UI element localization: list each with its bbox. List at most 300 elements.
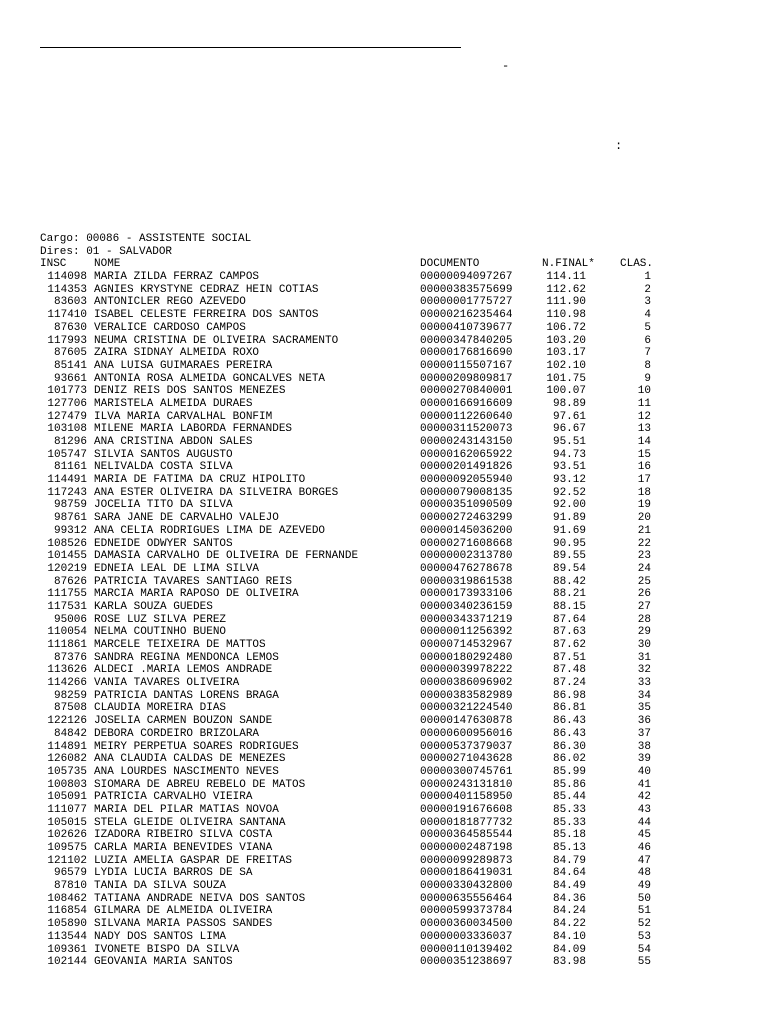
- rank-cell: 54: [637, 943, 651, 956]
- name-cell: ALDECI .MARIA LEMOS ANDRADE: [94, 664, 273, 677]
- insc-cell: 113544: [47, 930, 87, 943]
- table-row: [40, 486, 651, 500]
- name-cell: MEIRY PERPETUA SOARES RODRIGUES: [94, 740, 299, 753]
- document-cell: 00000079008135: [420, 486, 513, 499]
- final-score-cell: 111.90: [546, 296, 586, 309]
- insc-cell: 95006: [53, 613, 87, 626]
- document-cell: 00000001775727: [420, 296, 513, 309]
- document-cell: 00000401158950: [420, 791, 513, 804]
- rank-cell: 18: [637, 486, 651, 499]
- insc-cell: 111861: [47, 639, 87, 651]
- table-row: [40, 537, 651, 551]
- name-cell: ANA CRISTINA ABDON SALES: [94, 436, 253, 448]
- final-score-cell: 112.62: [546, 283, 586, 296]
- insc-cell: 105747: [47, 448, 87, 461]
- rank-cell: 6: [644, 334, 651, 347]
- final-score-cell: 84.09: [552, 943, 586, 956]
- document-cell: 00000039978222: [420, 664, 513, 677]
- document-cell: 00000003336037: [420, 930, 513, 943]
- rank-cell: 3: [644, 296, 651, 309]
- final-score-cell: 86.02: [552, 753, 586, 766]
- document-cell: 00000351090509: [420, 499, 513, 512]
- rank-cell: 42: [637, 791, 651, 804]
- document-cell: 00000115507167: [420, 359, 513, 372]
- insc-cell: 120219: [47, 562, 87, 575]
- document-cell: 00000476278678: [420, 562, 513, 575]
- document-cell: 00000176816690: [420, 347, 513, 360]
- document-cell: 00000201491826: [420, 461, 513, 474]
- name-cell: EDNEIA LEAL DE LIMA SILVA: [94, 562, 260, 575]
- table-row: [40, 765, 651, 779]
- final-score-cell: 98.89: [552, 397, 586, 410]
- document-cell: 00000330432800: [420, 880, 513, 893]
- document-cell: 00000173933106: [420, 588, 513, 601]
- name-cell: ANA ESTER OLIVEIRA DA SILVEIRA BORGES: [94, 486, 339, 499]
- name-cell: NELMA COUTINHO BUENO: [94, 626, 227, 639]
- final-score-cell: 96.67: [552, 423, 586, 436]
- document-cell: 00000145036200: [420, 524, 513, 537]
- final-score-cell: 85.86: [552, 778, 586, 791]
- insc-cell: 83603: [53, 296, 87, 309]
- insc-cell: 108462: [47, 892, 87, 905]
- rank-cell: 44: [637, 816, 651, 829]
- name-cell: PATRICIA TAVARES SANTIAGO REIS: [94, 575, 293, 588]
- final-score-cell: 86.98: [552, 689, 586, 702]
- header-rule: [40, 47, 461, 48]
- results-listing: [40, 233, 654, 969]
- final-score-cell: 106.72: [546, 321, 586, 334]
- final-score-cell: 88.42: [552, 575, 586, 588]
- final-score-cell: 85.44: [552, 791, 586, 804]
- document-cell: 00000162065922: [420, 448, 513, 461]
- name-cell: KARLA SOUZA GUEDES: [94, 600, 213, 613]
- table-row: [40, 727, 651, 741]
- table-row: [40, 905, 651, 918]
- table-row: [40, 385, 651, 398]
- rank-cell: 27: [637, 600, 651, 613]
- name-cell: ISABEL CELESTE FERREIRA DOS SANTOS: [94, 309, 319, 322]
- name-cell: STELA GLEIDE OLIVEIRA SANTANA: [94, 816, 286, 829]
- document-cell: 00000099289873: [420, 854, 513, 867]
- rank-cell: 22: [637, 537, 651, 550]
- final-score-cell: 103.20: [546, 334, 586, 347]
- document-cell: 00000386096902: [420, 677, 513, 690]
- insc-cell: 110054: [47, 626, 87, 639]
- insc-cell: 114891: [47, 740, 87, 753]
- final-score-cell: 95.51: [552, 436, 586, 448]
- table-row: [40, 461, 651, 474]
- insc-cell: 127706: [47, 397, 87, 410]
- insc-cell: 81161: [53, 461, 87, 474]
- document-cell: 00000635556464: [420, 892, 513, 905]
- insc-cell: 102144: [47, 956, 87, 969]
- final-score-cell: 90.95: [552, 537, 586, 550]
- table-row: [40, 321, 651, 335]
- column-header-row: [40, 258, 654, 271]
- table-row: [40, 550, 651, 563]
- insc-cell: 117410: [47, 309, 87, 322]
- document-cell: 00000271043628: [420, 753, 513, 766]
- document-cell: 00000270840001: [420, 385, 513, 398]
- insc-cell: 87626: [53, 575, 87, 588]
- rank-cell: 15: [637, 448, 651, 461]
- dash-mark: -: [502, 59, 510, 73]
- final-score-cell: 94.73: [552, 448, 586, 461]
- cargo-line: Cargo: 00086 - ASSISTENTE SOCIAL: [40, 233, 252, 245]
- final-score-cell: 86.30: [552, 740, 586, 753]
- insc-cell: 114266: [47, 677, 87, 690]
- rank-cell: 36: [637, 715, 651, 728]
- name-cell: VERALICE CARDOSO CAMPOS: [94, 321, 246, 334]
- final-score-cell: 87.64: [552, 613, 586, 626]
- final-score-cell: 93.51: [552, 461, 586, 474]
- name-cell: LYDIA LUCIA BARROS DE SA: [94, 867, 253, 880]
- rank-cell: 52: [637, 918, 651, 931]
- name-cell: IZADORA RIBEIRO SILVA COSTA: [94, 829, 273, 842]
- name-cell: ANA CELIA RODRIGUES LIMA DE AZEVEDO: [94, 524, 326, 537]
- name-cell: TATIANA ANDRADE NEIVA DOS SANTOS: [94, 892, 306, 905]
- colon-mark: :: [615, 139, 623, 153]
- table-row: [40, 930, 651, 944]
- document-cell: 00000112260640: [420, 410, 513, 423]
- column-header-nota: N.FINAL*: [542, 258, 595, 271]
- rank-cell: 4: [644, 309, 651, 322]
- document-cell: 00000347840205: [420, 334, 513, 347]
- document-cell: 00000147630878: [420, 715, 513, 728]
- rank-cell: 34: [637, 689, 651, 702]
- rank-cell: 9: [644, 372, 651, 385]
- document-cell: 00000181877732: [420, 816, 513, 829]
- name-cell: MARCELE TEIXEIRA DE MATTOS: [94, 639, 266, 651]
- final-score-cell: 91.89: [552, 512, 586, 525]
- rank-cell: 14: [637, 436, 651, 448]
- insc-cell: 114491: [47, 474, 87, 487]
- insc-cell: 84842: [53, 727, 87, 740]
- document-cell: 00000599373784: [420, 905, 513, 918]
- name-cell: ANA CLAUDIA CALDAS DE MENEZES: [94, 753, 286, 766]
- rank-cell: 37: [637, 727, 651, 740]
- insc-cell: 117531: [47, 600, 87, 613]
- insc-cell: 127479: [47, 410, 87, 423]
- insc-cell: 101455: [47, 550, 87, 563]
- name-cell: EDNEIDE ODWYER SANTOS: [94, 537, 233, 550]
- document-cell: 00000092055940: [420, 474, 513, 487]
- table-row: [40, 842, 651, 855]
- document-cell: 00000216235464: [420, 309, 513, 322]
- document-cell: 00000110139402: [420, 943, 513, 956]
- rank-cell: 46: [637, 842, 651, 854]
- final-score-cell: 85.13: [552, 842, 586, 854]
- document-cell: 00000311520073: [420, 423, 513, 436]
- rank-cell: 48: [637, 867, 651, 880]
- name-cell: CARLA MARIA BENEVIDES VIANA: [94, 842, 273, 854]
- insc-cell: 122126: [47, 715, 87, 728]
- insc-cell: 81296: [53, 436, 87, 448]
- table-row: [40, 397, 651, 411]
- final-score-cell: 86.43: [552, 715, 586, 728]
- document-cell: 00000002313780: [420, 550, 513, 563]
- table-row: [40, 359, 651, 373]
- final-score-cell: 87.63: [552, 626, 586, 639]
- name-cell: DAMASIA CARVALHO DE OLIVEIRA DE FERNANDE: [94, 550, 359, 563]
- insc-cell: 87376: [53, 651, 87, 664]
- name-cell: MARCIA MARIA RAPOSO DE OLIVEIRA: [94, 588, 299, 601]
- final-score-cell: 85.18: [552, 829, 586, 842]
- document-cell: 00000209809817: [420, 372, 513, 385]
- final-score-cell: 101.75: [546, 372, 586, 385]
- insc-cell: 87810: [53, 880, 87, 893]
- name-cell: SARA JANE DE CARVALHO VALEJO: [94, 512, 279, 525]
- final-score-cell: 97.61: [552, 410, 586, 423]
- name-cell: SANDRA REGINA MENDONCA LEMOS: [94, 651, 279, 664]
- document-cell: 00000011256392: [420, 626, 513, 639]
- final-score-cell: 89.55: [552, 550, 586, 563]
- table-row: [40, 867, 651, 880]
- column-header-insc: INSC: [40, 258, 67, 271]
- rank-cell: 28: [637, 613, 651, 626]
- table-row: [40, 956, 651, 969]
- name-cell: MARIA ZILDA FERRAZ CAMPOS: [94, 271, 260, 284]
- table-row: [40, 271, 651, 284]
- name-cell: ANA LUISA GUIMARAES PEREIRA: [94, 359, 273, 372]
- table-row: [40, 410, 651, 424]
- document-cell: 00000243131810: [420, 778, 513, 791]
- insc-cell: 105091: [47, 791, 87, 804]
- table-row: [40, 347, 651, 360]
- final-score-cell: 92.00: [552, 499, 586, 512]
- table-row: [40, 943, 651, 957]
- final-score-cell: 84.64: [552, 867, 586, 880]
- final-score-cell: 91.69: [552, 524, 586, 537]
- name-cell: TANIA DA SILVA SOUZA: [94, 880, 227, 893]
- name-cell: ANA LOURDES NASCIMENTO NEVES: [94, 765, 279, 778]
- final-score-cell: 87.51: [552, 651, 586, 664]
- rank-cell: 40: [637, 765, 651, 778]
- name-cell: ANTONIA ROSA ALMEIDA GONCALVES NETA: [94, 372, 326, 385]
- document-cell: 00000714532967: [420, 639, 513, 651]
- final-score-cell: 100.07: [546, 385, 586, 398]
- insc-cell: 111755: [47, 588, 87, 601]
- rank-cell: 2: [644, 283, 651, 296]
- rank-cell: 5: [644, 321, 651, 334]
- name-cell: NEUMA CRISTINA DE OLIVEIRA SACRAMENTO: [94, 334, 339, 347]
- insc-cell: 108526: [47, 537, 87, 550]
- rank-cell: 16: [637, 461, 651, 474]
- document-cell: 00000271608668: [420, 537, 513, 550]
- name-cell: DENIZ REIS DOS SANTOS MENEZES: [94, 385, 286, 398]
- table-row: [40, 372, 651, 386]
- final-score-cell: 84.79: [552, 854, 586, 867]
- insc-cell: 102626: [47, 829, 87, 842]
- table-row: [40, 562, 651, 576]
- document-cell: 00000319861538: [420, 575, 513, 588]
- name-cell: JOSELIA CARMEN BOUZON SANDE: [94, 715, 273, 728]
- document-cell: 00000180292480: [420, 651, 513, 664]
- table-row: [40, 448, 651, 462]
- final-score-cell: 83.98: [552, 956, 586, 969]
- document-cell: 00000383575699: [420, 283, 513, 296]
- rank-cell: 55: [637, 956, 651, 969]
- table-row: [40, 283, 651, 297]
- column-header-nome: NOME: [94, 258, 121, 271]
- document-cell: 00000351238697: [420, 956, 513, 969]
- table-row: [40, 600, 651, 614]
- document-cell: 00000191676608: [420, 803, 513, 816]
- final-score-cell: 93.12: [552, 474, 586, 487]
- name-cell: ROSE LUZ SILVA PEREZ: [94, 613, 227, 626]
- document-cell: 00000166916609: [420, 397, 513, 410]
- table-row: [40, 499, 651, 512]
- name-cell: VANIA TAVARES OLIVEIRA: [94, 677, 240, 690]
- name-cell: DEBORA CORDEIRO BRIZOLARA: [94, 727, 260, 740]
- document-cell: 00000186419031: [420, 867, 513, 880]
- table-row: [40, 588, 651, 601]
- rank-cell: 8: [644, 359, 651, 372]
- final-score-cell: 102.10: [546, 359, 586, 372]
- final-score-cell: 86.81: [552, 702, 586, 715]
- table-row: [40, 715, 651, 728]
- name-cell: GILMARA DE ALMEIDA OLIVEIRA: [94, 905, 273, 918]
- final-score-cell: 86.43: [552, 727, 586, 740]
- name-cell: IVONETE BISPO DA SILVA: [94, 943, 240, 956]
- table-row: [40, 880, 651, 893]
- rank-cell: 45: [637, 829, 651, 842]
- table-row: [40, 524, 651, 538]
- name-cell: MARIA DEL PILAR MATIAS NOVOA: [94, 803, 279, 816]
- table-row: [40, 639, 651, 652]
- insc-cell: 105735: [47, 765, 87, 778]
- table-row: [40, 753, 651, 766]
- rank-cell: 13: [637, 423, 651, 436]
- final-score-cell: 89.54: [552, 562, 586, 575]
- final-score-cell: 103.17: [546, 347, 586, 360]
- rank-cell: 33: [637, 677, 651, 690]
- name-cell: SILVANA MARIA PASSOS SANDES: [94, 918, 273, 931]
- name-cell: SIOMARA DE ABREU REBELO DE MATOS: [94, 778, 306, 791]
- table-row: [40, 651, 651, 665]
- table-row: [40, 702, 651, 715]
- table-row: [40, 677, 651, 690]
- rank-cell: 35: [637, 702, 651, 715]
- rank-cell: 30: [637, 639, 651, 651]
- document-cell: 00000243143150: [420, 436, 513, 448]
- document-cell: 00000094097267: [420, 271, 513, 284]
- candidate-rows: [40, 271, 651, 969]
- rank-cell: 19: [637, 499, 651, 512]
- final-score-cell: 110.98: [546, 309, 586, 322]
- final-score-cell: 114.11: [546, 271, 586, 284]
- rank-cell: 1: [644, 271, 651, 284]
- insc-cell: 105015: [47, 816, 87, 829]
- table-row: [40, 778, 651, 792]
- dires-line: Dires: 01 - SALVADOR: [40, 245, 173, 258]
- name-cell: SILVIA SANTOS AUGUSTO: [94, 448, 233, 461]
- rank-cell: 29: [637, 626, 651, 639]
- insc-cell: 100803: [47, 778, 87, 791]
- rank-cell: 17: [637, 474, 651, 487]
- document-cell: 00000272463299: [420, 512, 513, 525]
- rank-cell: 43: [637, 803, 651, 816]
- rank-cell: 10: [637, 385, 651, 398]
- name-cell: ANTONICLER REGO AZEVEDO: [94, 296, 246, 309]
- document-cell: 00000300745761: [420, 765, 513, 778]
- table-row: [40, 575, 651, 589]
- name-cell: GEOVANIA MARIA SANTOS: [94, 956, 233, 969]
- insc-cell: 113626: [47, 664, 87, 677]
- name-cell: PATRICIA CARVALHO VIEIRA: [94, 791, 253, 804]
- name-cell: NELIVALDA COSTA SILVA: [94, 461, 233, 474]
- insc-cell: 117993: [47, 334, 87, 347]
- name-cell: LUZIA AMELIA GASPAR DE FREITAS: [94, 854, 293, 867]
- rank-cell: 26: [637, 588, 651, 601]
- final-score-cell: 87.48: [552, 664, 586, 677]
- table-row: [40, 918, 651, 931]
- table-row: [40, 740, 651, 754]
- document-cell: 00000383582989: [420, 689, 513, 702]
- rank-cell: 31: [637, 651, 651, 664]
- name-cell: PATRICIA DANTAS LORENS BRAGA: [94, 689, 279, 702]
- table-row: [40, 803, 651, 817]
- rank-cell: 21: [637, 524, 651, 537]
- name-cell: AGNIES KRYSTYNE CEDRAZ HEIN COTIAS: [94, 283, 319, 296]
- table-row: [40, 512, 651, 525]
- rank-cell: 53: [637, 930, 651, 943]
- document-cell: 00000343371219: [420, 613, 513, 626]
- name-cell: ZAIRA SIDNAY ALMEIDA ROXO: [94, 347, 260, 360]
- final-score-cell: 92.52: [552, 486, 586, 499]
- table-row: [40, 664, 651, 677]
- final-score-cell: 85.99: [552, 765, 586, 778]
- final-score-cell: 84.36: [552, 892, 586, 905]
- insc-cell: 103108: [47, 423, 87, 436]
- rank-cell: 39: [637, 753, 651, 766]
- insc-cell: 93661: [53, 372, 87, 385]
- insc-cell: 114353: [47, 283, 87, 296]
- table-row: [40, 854, 651, 868]
- table-row: [40, 474, 651, 487]
- column-header-clas: CLAS.: [620, 258, 654, 271]
- rank-cell: 32: [637, 664, 651, 677]
- insc-cell: 101773: [47, 385, 87, 398]
- final-score-cell: 87.24: [552, 677, 586, 690]
- final-score-cell: 85.33: [552, 816, 586, 829]
- document-cell: 00000321224540: [420, 702, 513, 715]
- insc-cell: 87508: [53, 702, 87, 715]
- rank-cell: 49: [637, 880, 651, 893]
- name-cell: MARISTELA ALMEIDA DURAES: [94, 397, 253, 410]
- final-score-cell: 88.21: [552, 588, 586, 601]
- document-cell: 00000360034500: [420, 918, 513, 931]
- document-cell: 00000600956016: [420, 727, 513, 740]
- insc-cell: 116854: [47, 905, 87, 918]
- final-score-cell: 84.24: [552, 905, 586, 918]
- table-row: [40, 816, 651, 830]
- name-cell: MARIA DE FATIMA DA CRUZ HIPOLITO: [94, 474, 306, 487]
- rank-cell: 23: [637, 550, 651, 563]
- document-cell: 00000364585544: [420, 829, 513, 842]
- table-row: [40, 689, 651, 703]
- document-cell: 00000002487198: [420, 842, 513, 854]
- rank-cell: 38: [637, 740, 651, 753]
- rank-cell: 50: [637, 892, 651, 905]
- insc-cell: 126082: [47, 753, 87, 766]
- final-score-cell: 87.62: [552, 639, 586, 651]
- final-score-cell: 88.15: [552, 600, 586, 613]
- rank-cell: 51: [637, 905, 651, 918]
- table-row: [40, 892, 651, 906]
- insc-cell: 98259: [53, 689, 87, 702]
- table-row: [40, 436, 651, 449]
